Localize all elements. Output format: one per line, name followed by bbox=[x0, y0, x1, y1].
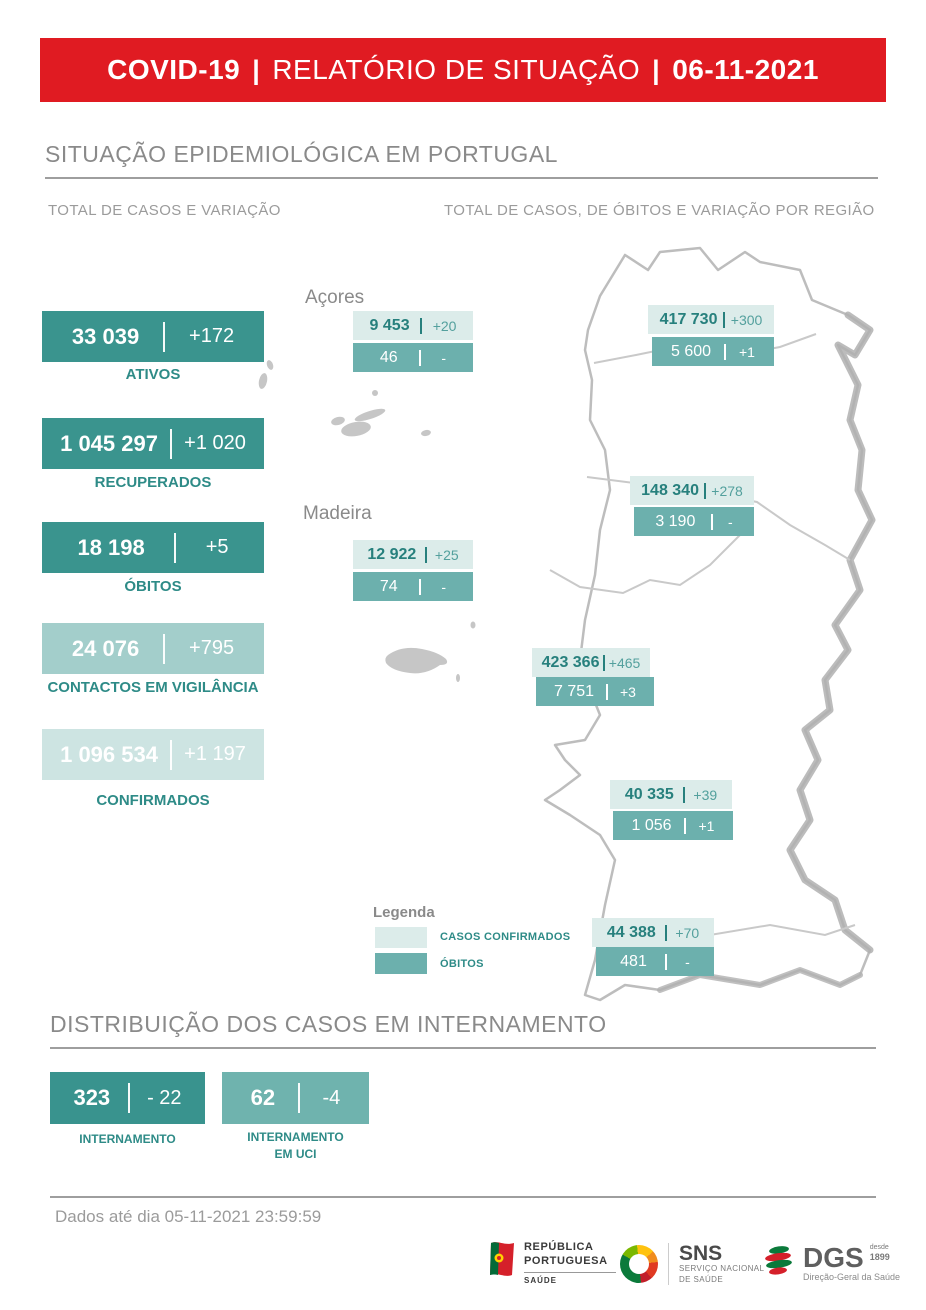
madeira-deaths-box bbox=[353, 572, 473, 601]
divider bbox=[163, 322, 165, 352]
portugal-map bbox=[250, 235, 920, 1010]
divider bbox=[683, 787, 685, 803]
divider bbox=[128, 1083, 130, 1113]
algarve-deaths-box bbox=[596, 947, 714, 976]
divider bbox=[419, 350, 421, 366]
dgs-since bbox=[870, 1244, 890, 1264]
divider bbox=[665, 925, 667, 941]
alentejo-cases-box bbox=[610, 780, 732, 809]
lvt-cases-box bbox=[532, 648, 650, 677]
data-cutoff-note: Dados até dia 05-11-2021 23:59:59 bbox=[55, 1207, 322, 1226]
ativos-value: 33 039 bbox=[71, 323, 140, 349]
confirmados-delta: +1 197 bbox=[184, 743, 246, 765]
right-column-header: TOTAL DE CASOS, DE ÓBITOS E VARIAÇÃO POR REGIÃO bbox=[444, 202, 875, 219]
recuperados-delta: +1 020 bbox=[184, 432, 246, 454]
icu-value: 62 bbox=[250, 1085, 276, 1110]
algarve-cases-box bbox=[592, 918, 714, 947]
lvt-deaths-box bbox=[536, 677, 654, 706]
recuperados-value: 1 045 297 bbox=[60, 430, 158, 456]
legend-title: Legenda bbox=[373, 904, 435, 921]
contactos-value: 24 076 bbox=[71, 635, 140, 661]
confirmados-value: 1 096 534 bbox=[60, 741, 158, 767]
alentejo-deaths-box bbox=[613, 811, 733, 840]
alentejo-cases: 40 335 bbox=[624, 785, 674, 803]
sns-abbr: SNS bbox=[679, 1242, 723, 1266]
madeira-label: Madeira bbox=[303, 503, 372, 524]
internment-box bbox=[50, 1072, 205, 1124]
icu-label-line2: EM UCI bbox=[274, 1147, 317, 1162]
ativos-delta: +172 bbox=[189, 325, 235, 347]
dgs-logo bbox=[763, 1244, 900, 1282]
header-date: 06-11-2021 bbox=[672, 54, 819, 85]
obitos-label: ÓBITOS bbox=[124, 578, 182, 595]
madeira-deaths: 74 bbox=[379, 577, 398, 595]
norte-deaths-delta: +1 bbox=[739, 343, 755, 360]
azores-cases-box bbox=[353, 311, 473, 340]
sns-subtitle-line1: SERVIÇO NACIONAL bbox=[679, 1264, 765, 1274]
norte-deaths-box bbox=[652, 337, 774, 366]
obitos-delta: +5 bbox=[205, 536, 229, 558]
legend-label-cases: CASOS CONFIRMADOS bbox=[440, 931, 571, 943]
gov-name-line2: PORTUGUESA bbox=[524, 1254, 608, 1267]
legend-label-deaths: ÓBITOS bbox=[440, 958, 484, 970]
centro-deaths-box bbox=[634, 507, 754, 536]
dgs-globe-icon bbox=[763, 1244, 795, 1276]
centro-deaths: 3 190 bbox=[655, 512, 696, 530]
azores-cases-delta: +20 bbox=[432, 317, 457, 334]
divider bbox=[425, 547, 427, 563]
legend-swatch-deaths bbox=[375, 953, 427, 974]
icu-box bbox=[222, 1072, 369, 1124]
stat-box-ativos bbox=[42, 311, 264, 362]
gov-logo bbox=[488, 1241, 616, 1285]
icu-label bbox=[222, 1129, 369, 1164]
stat-box-contactos bbox=[42, 623, 264, 674]
azores-deaths-delta: - bbox=[441, 349, 447, 366]
section-title-epidemiological: SITUAÇÃO EPIDEMIOLÓGICA EM PORTUGAL bbox=[45, 141, 878, 179]
footer-divider bbox=[50, 1196, 876, 1198]
norte-deaths: 5 600 bbox=[670, 342, 712, 360]
alentejo-deaths-delta: +1 bbox=[698, 817, 715, 834]
obitos-value: 18 198 bbox=[77, 534, 145, 560]
alentejo-cases-delta: +39 bbox=[693, 786, 718, 803]
divider bbox=[711, 514, 713, 530]
norte-cases-delta: +300 bbox=[730, 311, 763, 328]
sns-logo bbox=[620, 1243, 764, 1285]
divider bbox=[724, 344, 726, 360]
stat-box-obitos bbox=[42, 522, 264, 573]
divider bbox=[684, 818, 686, 834]
algarve-cases: 44 388 bbox=[606, 923, 656, 941]
header-brand: COVID-19 bbox=[107, 54, 241, 85]
divider bbox=[163, 634, 165, 664]
centro-cases-delta: +278 bbox=[711, 482, 743, 499]
madeira-cases-box bbox=[353, 540, 473, 569]
divider bbox=[170, 740, 172, 770]
divider bbox=[665, 954, 667, 970]
header-separator: | bbox=[652, 54, 661, 85]
alentejo-deaths: 1 056 bbox=[631, 816, 672, 834]
contactos-label: CONTACTOS EM VIGILÂNCIA bbox=[47, 679, 259, 696]
lvt-deaths-delta: +3 bbox=[620, 683, 636, 700]
dgs-full-name: Direção-Geral da Saúde bbox=[803, 1272, 901, 1282]
azores-label: Açores bbox=[305, 287, 365, 308]
algarve-cases-delta: +70 bbox=[675, 924, 700, 941]
internment-delta: - 22 bbox=[147, 1086, 182, 1109]
portugal-flag-icon bbox=[488, 1241, 516, 1283]
divider bbox=[603, 655, 605, 671]
gov-name bbox=[524, 1241, 616, 1269]
dgs-since-year: 1899 bbox=[869, 1252, 890, 1263]
section-title-internment: DISTRIBUIÇÃO DOS CASOS EM INTERNAMENTO bbox=[50, 1011, 876, 1049]
norte-cases: 417 730 bbox=[659, 310, 718, 328]
header-title: RELATÓRIO DE SITUAÇÃO bbox=[272, 54, 641, 85]
legend-swatch-cases bbox=[375, 927, 427, 948]
algarve-deaths: 481 bbox=[620, 952, 647, 970]
confirmados-label: CONFIRMADOS bbox=[96, 792, 210, 809]
madeira-deaths-delta: - bbox=[441, 578, 447, 595]
sns-subtitle-line2: DE SAÚDE bbox=[679, 1274, 724, 1284]
divider bbox=[606, 684, 608, 700]
internment-label: INTERNAMENTO bbox=[79, 1132, 176, 1146]
contactos-delta: +795 bbox=[189, 637, 235, 659]
lvt-cases-delta: +465 bbox=[608, 654, 641, 671]
divider bbox=[420, 318, 422, 334]
gov-name-line1: REPÚBLICA bbox=[524, 1241, 594, 1253]
madeira-cases: 12 922 bbox=[367, 545, 417, 563]
ativos-label: ATIVOS bbox=[125, 366, 181, 383]
madeira-cases-delta: +25 bbox=[434, 546, 459, 563]
centro-cases: 148 340 bbox=[641, 481, 699, 499]
divider bbox=[174, 533, 176, 563]
azores-deaths: 46 bbox=[379, 348, 398, 366]
internment-value: 323 bbox=[73, 1085, 111, 1110]
azores-cases: 9 453 bbox=[369, 316, 410, 334]
gov-ministry: SAÚDE bbox=[524, 1272, 616, 1285]
report-header-banner bbox=[40, 38, 886, 102]
header-separator: | bbox=[252, 54, 261, 85]
divider bbox=[170, 429, 172, 459]
stat-box-recuperados bbox=[42, 418, 264, 469]
dgs-abbr: DGS bbox=[803, 1242, 864, 1273]
madeira-islands bbox=[385, 622, 475, 683]
dgs-since-label: desde bbox=[869, 1244, 889, 1251]
centro-deaths-delta: - bbox=[727, 513, 733, 530]
sns-subtitle bbox=[679, 1264, 764, 1285]
divider bbox=[298, 1083, 300, 1113]
divider bbox=[723, 312, 725, 328]
icu-label-line1: INTERNAMENTO bbox=[247, 1130, 344, 1144]
centro-cases-box bbox=[630, 476, 754, 505]
divider bbox=[419, 579, 421, 595]
norte-cases-box bbox=[648, 305, 774, 334]
divider bbox=[704, 483, 706, 499]
icu-delta: -4 bbox=[322, 1086, 341, 1109]
lvt-deaths: 7 751 bbox=[553, 682, 595, 700]
recuperados-label: RECUPERADOS bbox=[94, 474, 212, 491]
algarve-deaths-delta: - bbox=[685, 953, 690, 970]
left-column-header: TOTAL DE CASOS E VARIAÇÃO bbox=[48, 202, 281, 219]
lvt-cases: 423 366 bbox=[541, 653, 600, 671]
sns-ring-icon bbox=[620, 1245, 658, 1283]
divider bbox=[668, 1243, 669, 1285]
stat-box-confirmados bbox=[42, 729, 264, 780]
azores-deaths-box bbox=[353, 343, 473, 372]
